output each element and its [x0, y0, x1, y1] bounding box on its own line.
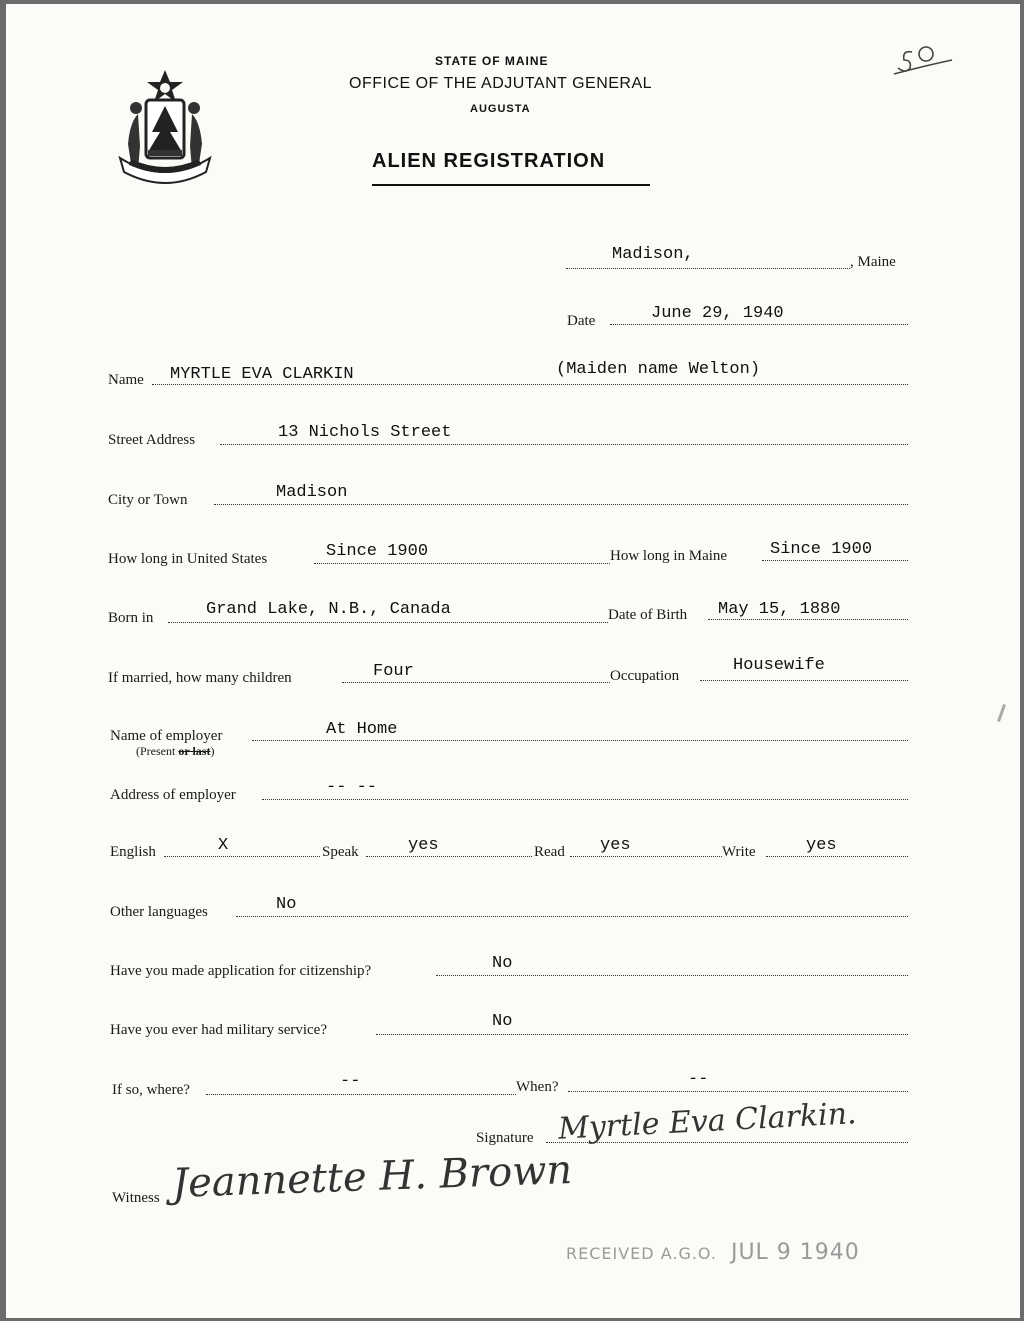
name-value: MYRTLE EVA CLARKIN: [170, 365, 354, 384]
speak-label: Speak: [322, 844, 359, 860]
signature-handwriting: Myrtle Eva Clarkin.: [557, 1096, 858, 1147]
write-value: yes: [806, 836, 837, 855]
read-value: yes: [600, 836, 631, 855]
english-label: English: [110, 844, 156, 860]
header-office: OFFICE OF THE ADJUTANT GENERAL: [349, 75, 653, 92]
handwritten-page-number: [874, 40, 954, 80]
where-label: If so, where?: [112, 1082, 190, 1098]
city-label: City or Town: [108, 492, 188, 508]
how-long-maine-value: Since 1900: [770, 540, 873, 559]
employer-sublabel: (Present or last): [136, 744, 215, 758]
when-value: --: [688, 1070, 709, 1089]
when-label: When?: [516, 1079, 559, 1095]
military-value: No: [492, 1012, 513, 1031]
date-label: Date: [567, 313, 596, 329]
employer-address-value: -- --: [326, 778, 378, 797]
title-underline: [372, 184, 650, 186]
header-state: STATE OF MAINE: [435, 54, 549, 68]
name-label: Name: [108, 372, 144, 388]
how-long-maine-label: How long in Maine: [610, 548, 728, 564]
signature-label: Signature: [476, 1130, 534, 1146]
form-page: [6, 4, 1020, 1318]
read-label: Read: [534, 844, 565, 860]
header-city: AUGUSTA: [470, 103, 531, 115]
maiden-name-note: (Maiden name Welton): [556, 360, 761, 379]
state-seal-emblem: [110, 66, 220, 196]
date-of-birth-label: Date of Birth: [608, 607, 688, 623]
write-label: Write: [722, 844, 756, 860]
employer-address-label: Address of employer: [110, 787, 236, 803]
street-address-value: 13 Nichols Street: [278, 423, 452, 442]
witness-label: Witness: [112, 1190, 160, 1206]
received-stamp: RECEIVED A.G.O. JUL 9 1940: [566, 1240, 860, 1265]
street-address-label: Street Address: [108, 432, 196, 448]
speak-value: yes: [408, 836, 439, 855]
form-title: ALIEN REGISTRATION: [372, 150, 606, 172]
children-value: Four: [373, 662, 414, 681]
english-value: X: [218, 836, 229, 855]
how-long-us-label: How long in United States: [108, 551, 268, 567]
employer-value: At Home: [326, 720, 398, 739]
children-label: If married, how many children: [108, 670, 292, 686]
other-languages-label: Other languages: [110, 904, 208, 920]
born-in-label: Born in: [108, 610, 154, 626]
struck-option: or last: [178, 744, 211, 758]
paper-mark: [997, 704, 1006, 722]
town-value: Madison,: [612, 245, 694, 264]
citizenship-value: No: [492, 954, 513, 973]
military-label: Have you ever had military service?: [110, 1022, 327, 1038]
citizenship-label: Have you made application for citizenship?: [110, 963, 372, 979]
city-value: Madison: [276, 483, 348, 502]
employer-label: Name of employer: [110, 728, 223, 744]
how-long-us-value: Since 1900: [326, 542, 429, 561]
state-suffix-label: , Maine: [850, 254, 896, 270]
born-in-value: Grand Lake, N.B., Canada: [206, 600, 451, 619]
other-languages-value: No: [276, 895, 297, 914]
where-value: --: [340, 1072, 361, 1091]
date-value: June 29, 1940: [651, 304, 784, 323]
occupation-value: Housewife: [733, 656, 825, 675]
date-of-birth-value: May 15, 1880: [718, 600, 841, 619]
occupation-label: Occupation: [610, 668, 680, 684]
witness-handwriting: Jeannette H. Brown: [171, 1147, 573, 1207]
